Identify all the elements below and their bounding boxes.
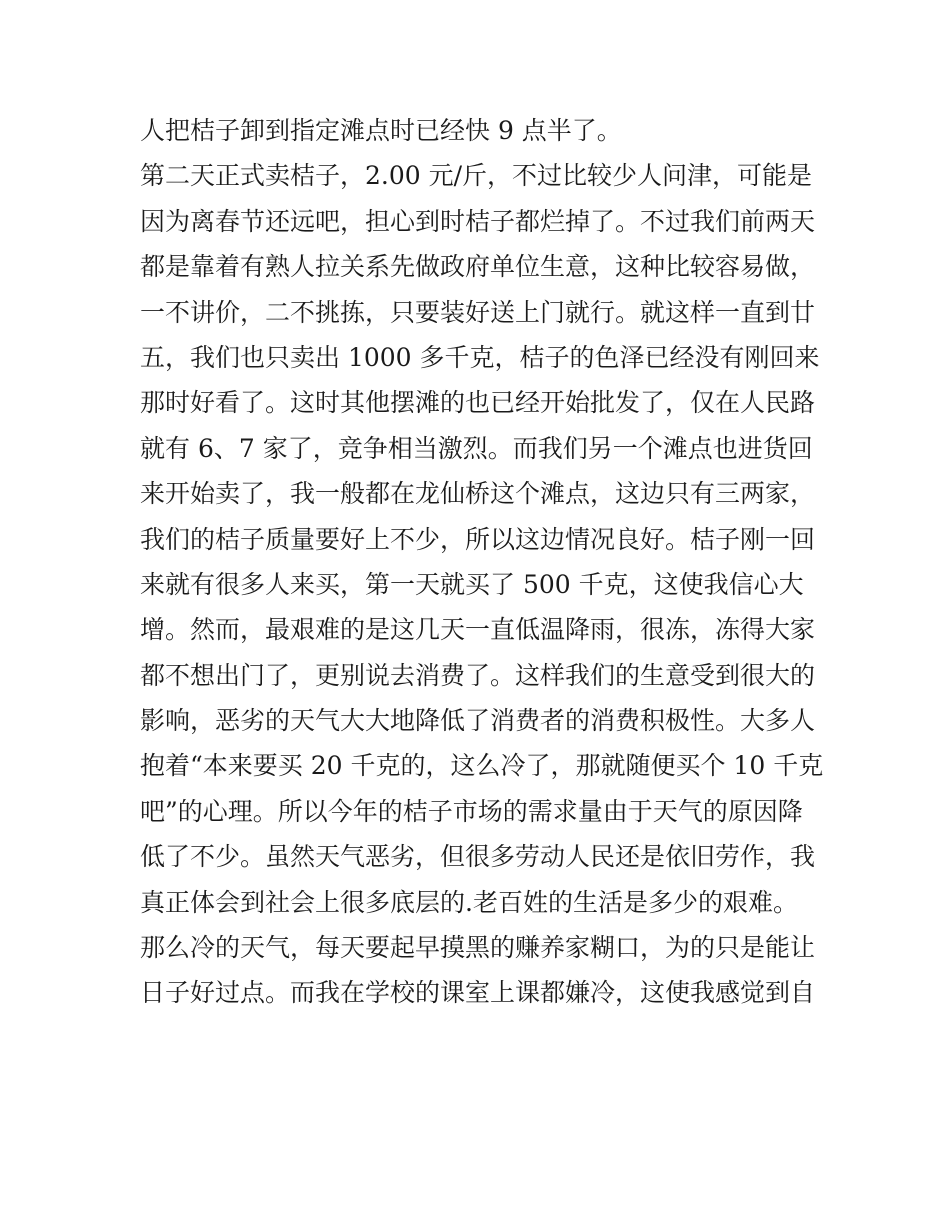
text-line-18: 真正体会到社会上很多底层的.老百姓的生活是多少的艰难。 bbox=[140, 887, 798, 917]
text-line-3: 因为离春节还远吧，担心到时桔子都烂掉了。不过我们前两天 bbox=[140, 206, 816, 236]
text-line-9: 来开始卖了，我一般都在龙仙桥这个滩点，这边只有三两家， bbox=[140, 479, 816, 509]
text-line-13: 都不想出门了，更别说去消费了。这样我们的生意受到很大的 bbox=[140, 660, 816, 690]
text-line-20: 日子好过点。而我在学校的课室上课都嫌冷，这使我感觉到自 bbox=[140, 978, 816, 1008]
text-line-4: 都是靠着有熟人拉关系先做政府单位生意，这种比较容易做， bbox=[140, 252, 816, 282]
text-line-5: 一不讲价，二不挑拣，只要装好送上门就行。就这样一直到廿 bbox=[140, 297, 816, 327]
text-line-17: 低了不少。虽然天气恶劣，但很多劳动人民还是依旧劳作，我 bbox=[140, 842, 816, 872]
text-line-11: 来就有很多人来买，第一天就买了 500 千克，这使我信心大 bbox=[140, 569, 804, 599]
text-line-2: 第二天正式卖桔子，2.00 元/斤，不过比较少人问津，可能是 bbox=[140, 161, 813, 191]
text-line-15: 抱着“本来要买 20 千克的，这么冷了，那就随便买个 10 千克 bbox=[140, 751, 824, 781]
text-line-12: 增。然而，最艰难的是这几天一直低温降雨，很冻，冻得大家 bbox=[140, 615, 816, 645]
text-line-1: 人把桔子卸到指定滩点时已经快 9 点半了。 bbox=[140, 116, 622, 145]
text-line-14: 影响，恶劣的天气大大地降低了消费者的消费积极性。大多人 bbox=[140, 706, 816, 736]
body-text bbox=[140, 108, 830, 1016]
text-line-7: 那时好看了。这时其他摆滩的也已经开始批发了，仅在人民路 bbox=[140, 388, 816, 418]
text-line-8: 就有 6、7 家了，竞争相当激烈。而我们另一个滩点也进货回 bbox=[140, 433, 813, 463]
text-line-10: 我们的桔子质量要好上不少，所以这边情况良好。桔子刚一回 bbox=[140, 524, 816, 554]
text-line-16: 吧”的心理。所以今年的桔子市场的需求量由于天气的原因降 bbox=[140, 796, 803, 826]
text-line-6: 五，我们也只卖出 1000 多千克，桔子的色泽已经没有刚回来 bbox=[140, 342, 820, 372]
text-line-19: 那么冷的天气，每天要起早摸黑的赚养家糊口，为的只是能让 bbox=[140, 933, 816, 963]
